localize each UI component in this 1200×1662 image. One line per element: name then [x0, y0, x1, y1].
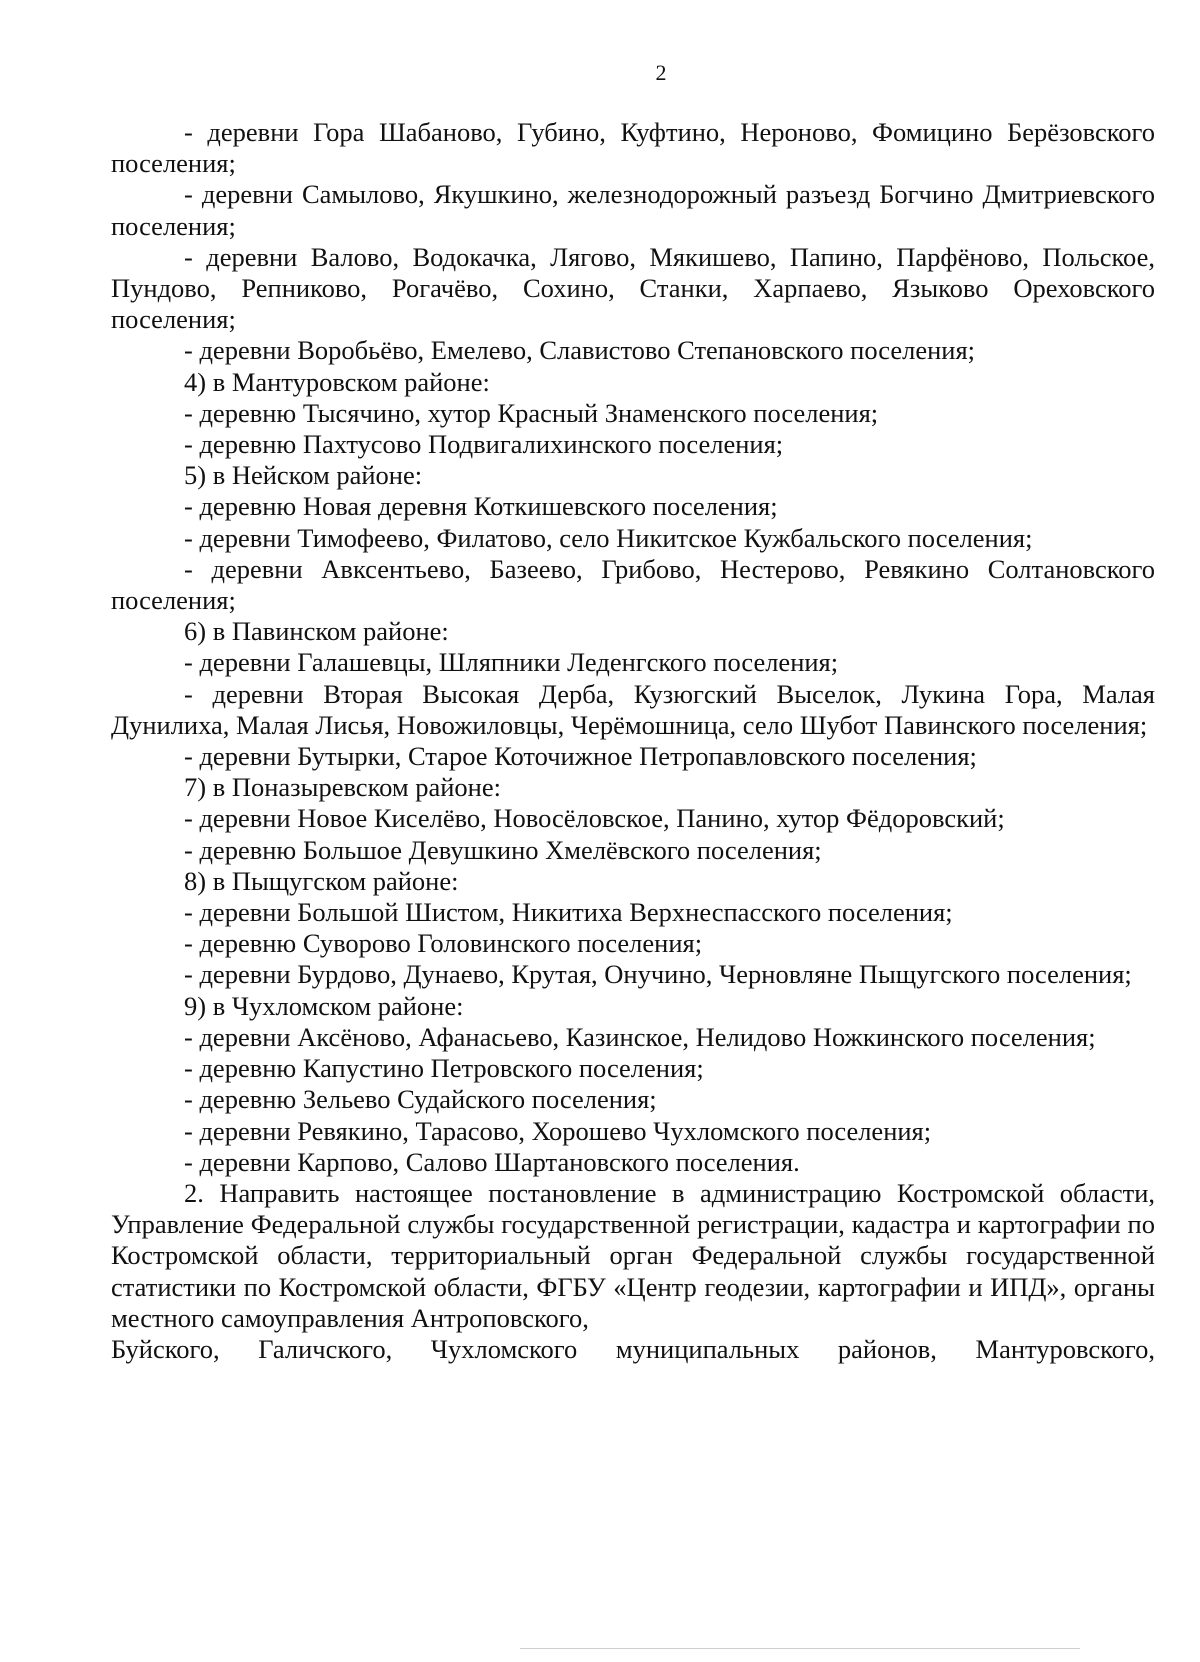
paragraph: 7) в Поназыревском районе: [184, 772, 501, 803]
paragraph: - деревню Тысячино, хутор Красный Знаменского поселения; [184, 397, 879, 428]
paragraph: 8) в Пыщугском районе: [184, 865, 459, 896]
paragraph: - деревню Зельево Судайского поселения; [184, 1084, 657, 1115]
paragraph: - деревню Большое Девушкино Хмелёвского поселения; [184, 834, 822, 865]
paragraph: - деревни Гора Шабаново, Губино, Куфтино, Нероново, Фомицино Берёзовского поселения; [111, 117, 1155, 179]
paragraph: 6) в Павинском районе: [184, 616, 449, 647]
paragraph: 4) в Мантуровском районе: [184, 366, 490, 397]
paragraph: - деревню Капустино Петровского поселения; [184, 1053, 704, 1084]
paragraph: - деревню Суворово Головинского поселения; [184, 928, 703, 959]
paragraph: - деревни Ревякино, Тарасово, Хорошево Чухломского поселения; [184, 1115, 932, 1146]
paragraph: - деревни Тимофеево, Филатово, село Никитское Кужбальского поселения; [184, 522, 1033, 553]
paragraph: 9) в Чухломском районе: [184, 990, 464, 1021]
paragraph: 2. Направить настоящее постановление в администрацию Костромской области, Управление Федеральной службы государственной регистрации, кадастра и картографии по Костромской области, территориальный орган Федеральной службы государственной статистики по Костромской области, ФГБУ «Центр геодезии, картографии и ИПД», органы местного самоуправления Антроповского, [111, 1177, 1155, 1333]
paragraph: - деревни Валово, Водокачка, Лягово, Мякишево, Папино, Парфёново, Польское, Пундово, Репниково, Рогачёво, Сохино, Станки, Харпаево, Языково Ореховского поселения; [111, 241, 1155, 335]
scan-edge-line [520, 1648, 1080, 1649]
paragraph: - деревни Бутырки, Старое Коточижное Петропавловского поселения; [184, 741, 977, 772]
paragraph: - деревни Вторая Высокая Дерба, Кузюгский Выселок, Лукина Гора, Малая Дунилиха, Малая Лисья, Новожиловцы, Черёмошница, село Шубот Павинского поселения; [111, 678, 1155, 740]
paragraph: - деревни Самылово, Якушкино, железнодорожный разъезд Богчино Дмитриевского поселения; [111, 179, 1155, 241]
paragraph: - деревни Новое Киселёво, Новосёловское, Панино, хутор Фёдоровский; [184, 803, 1005, 834]
paragraph-continuation: Буйского, Галичского, Чухломского муниципальных районов, Мантуровского, [111, 1333, 1155, 1364]
paragraph: - деревни Большой Шистом, Никитиха Верхнеспасского поселения; [184, 897, 953, 928]
document-body [111, 117, 1155, 1365]
paragraph: - деревни Авксентьево, Базеево, Грибово, Нестерово, Ревякино Солтановского поселения; [111, 553, 1155, 616]
paragraph: - деревни Аксёново, Афанасьево, Казинское, Нелидово Ножкинского поселения; [184, 1021, 1096, 1052]
page-number: 2 [655, 60, 667, 85]
paragraph: - деревни Бурдово, Дунаево, Крутая, Онучино, Черновляне Пыщугского поселения; [184, 959, 1132, 990]
paragraph: - деревню Новая деревня Коткишевского поселения; [184, 491, 778, 522]
paragraph: - деревни Воробьёво, Емелево, Славистово Степановского поселения; [184, 335, 976, 366]
paragraph: - деревни Карпово, Салово Шартановского поселения. [184, 1146, 800, 1177]
paragraph: - деревню Пахтусово Подвигалихинского поселения; [184, 429, 784, 460]
paragraph: - деревни Галашевцы, Шляпники Леденгского поселения; [184, 647, 839, 678]
paragraph: 5) в Нейском районе: [184, 460, 423, 491]
